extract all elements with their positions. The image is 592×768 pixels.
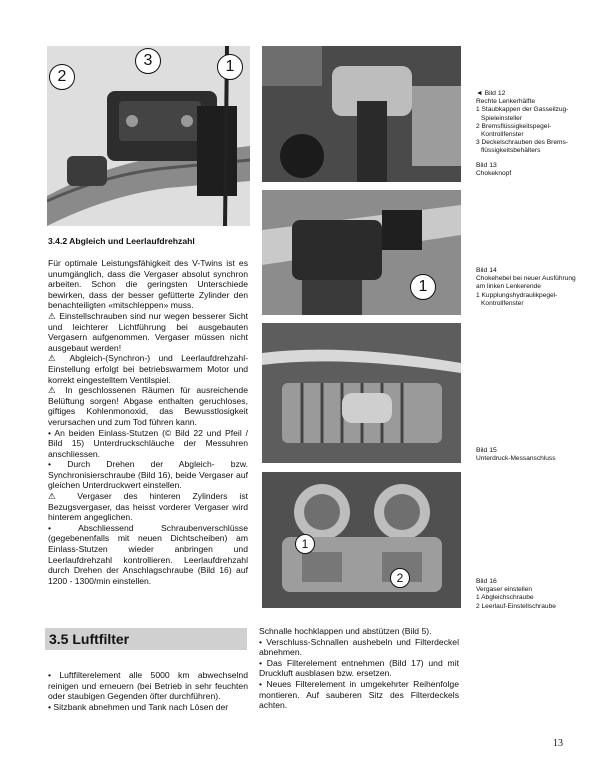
caption-fig15-subtitle: Unterdruck-Messanschluss	[476, 455, 556, 463]
photo-left-handlebar	[262, 190, 461, 315]
caption-fig12-subtitle: Rechte Lenkerhälfte	[476, 98, 536, 106]
callout-1: 1	[217, 54, 243, 80]
caption-fig16	[476, 578, 588, 611]
photo-handlebar-right	[47, 46, 250, 226]
caption-fig12-title: ◄ Bild 12	[476, 90, 506, 97]
caption-fig14-subtitle: Chokehebel bei neuer Ausführung am linken Lenkerende	[476, 275, 576, 291]
caption-fig12-item: 3 Deckelschrauben des Brems-flüssigkeitsbehälters	[476, 139, 568, 155]
caption-fig14-title: Bild 14	[476, 267, 497, 274]
section-35-body	[48, 670, 248, 712]
paragraph: Für optimale Leistungsfähigkeit des V-Twins ist es unumgänglich, dass die Vergaser absolut synchron arbeiten. Schon die geringsten Unterschiede bewirken, dass der besser gefütterte Zylinder den benachteiligten «mitschleppen» muss.	[48, 258, 248, 311]
paragraph: • Luftfilterelement alle 5000 km abwechselnd reinigen und erneuern (bei Betrieb in sehr feuchten oder staubigen Gegenden öfter durchführen).	[48, 670, 248, 702]
caption-fig14-item: 1 Kupplungshydraulikpegel-Kontrollfenster	[476, 291, 558, 307]
caption-fig15	[476, 447, 588, 463]
caption-fig16-title: Bild 16	[476, 578, 497, 585]
callout-14-1: 1	[410, 274, 436, 300]
caption-fig15-title: Bild 15	[476, 447, 497, 454]
paragraph: • Das Filterelement entnehmen (Bild 17) und mit Druckluft ausblasen bzw. ersetzen.	[259, 657, 459, 679]
caption-fig13-title: Bild 13	[476, 162, 497, 169]
photo-vacuum-port	[262, 323, 461, 463]
caption-fig16-item: 2 Leerlauf-Einstellschraube	[476, 602, 556, 610]
callout-16-1: 1	[295, 534, 315, 554]
section-342-body	[48, 258, 248, 586]
section-heading-35: 3.5 Luftfilter	[45, 628, 247, 650]
section-heading-342: 3.4.2 Abgleich und Leerlaufdrehzahl	[48, 236, 195, 246]
callout-16-2: 2	[390, 568, 410, 588]
caption-fig16-subtitle: Vergaser einstellen	[476, 586, 533, 594]
right-column-body	[259, 626, 459, 711]
paragraph: • Neues Filterelement in umgekehrter Reihenfolge montieren. Auf sauberen Sitz des Filterdeckels achten.	[259, 678, 459, 711]
caption-fig12	[476, 90, 586, 156]
caption-fig13	[476, 162, 586, 178]
caption-fig12-item: 1 Staubkappen der Gasseilzug-Spieleinsteller	[476, 106, 569, 122]
caption-fig16-item: 1 Abgleichschraube	[476, 594, 534, 602]
paragraph: • Verschluss-Schnallen aushebeln und Filterdeckel abnehmen.	[259, 636, 459, 658]
paragraph: • Abschliessend Schraubenverschlüsse (gegebenenfalls mit neuen Dichtscheiben) am Einlass-Stutzen wieder anbringen und Leerlaufdrehzahl kontrollieren. Leerlaufdrehzahl durch Drehen der Anschlagschraube (Bild 16) auf 1200 - 1300/min einstellen.	[48, 522, 248, 586]
paragraph: ⚠ Einstellschrauben sind nur wegen besserer Sicht und leichterer Lichtführung bei ausgebauten Vergasern aufgenommen. Vergaser müssen nicht ausgebaut werden!	[48, 310, 248, 353]
caption-fig12-item: 2 Bremsflüssigkeitspegel-Kontrollfenster	[476, 122, 552, 139]
photo-carburetors	[262, 472, 461, 608]
paragraph: ⚠ In geschlossenen Räumen für ausreichende Belüftung sorgen! Abgase enthalten geruchloses, giftiges Kohlenmonoxid, das Bewusstlosigkeit verursachen und zum Tod führen kann.	[48, 385, 248, 427]
page-number: 13	[553, 738, 563, 749]
paragraph: Schnalle hochklappen und abstützen (Bild 5).	[259, 626, 432, 636]
callout-2: 2	[49, 64, 75, 90]
paragraph: • Durch Drehen der Abgleich- bzw. Synchronisierschraube (Bild 16), beide Vergaser auf gleichen Unterdruckwert einstellen.	[48, 459, 248, 491]
paragraph: • An beiden Einlass-Stutzen (© Bild 22 und Pfeil / Bild 15) Unterdruckschläuche der Messuhren anschliessen.	[48, 427, 248, 459]
paragraph: • Sitzbank abnehmen und Tank nach Lösen der	[48, 701, 229, 712]
caption-fig13-subtitle: Chokeknopf	[476, 170, 512, 178]
photo-choke-knob	[262, 46, 461, 182]
caption-fig14	[476, 267, 586, 308]
paragraph: ⚠ Vergaser des hinteren Zylinders ist Bezugsvergaser, das heisst vorderer Vergaser wird hinterem angeglichen.	[48, 491, 248, 523]
callout-3: 3	[135, 48, 161, 74]
paragraph: ⚠ Abgleich-(Synchron-) und Leerlaufdrehzahl-Einstellung erfolgt bei betriebswarmem Motor und korrekt eingestelltem Ventilspiel.	[48, 353, 248, 385]
